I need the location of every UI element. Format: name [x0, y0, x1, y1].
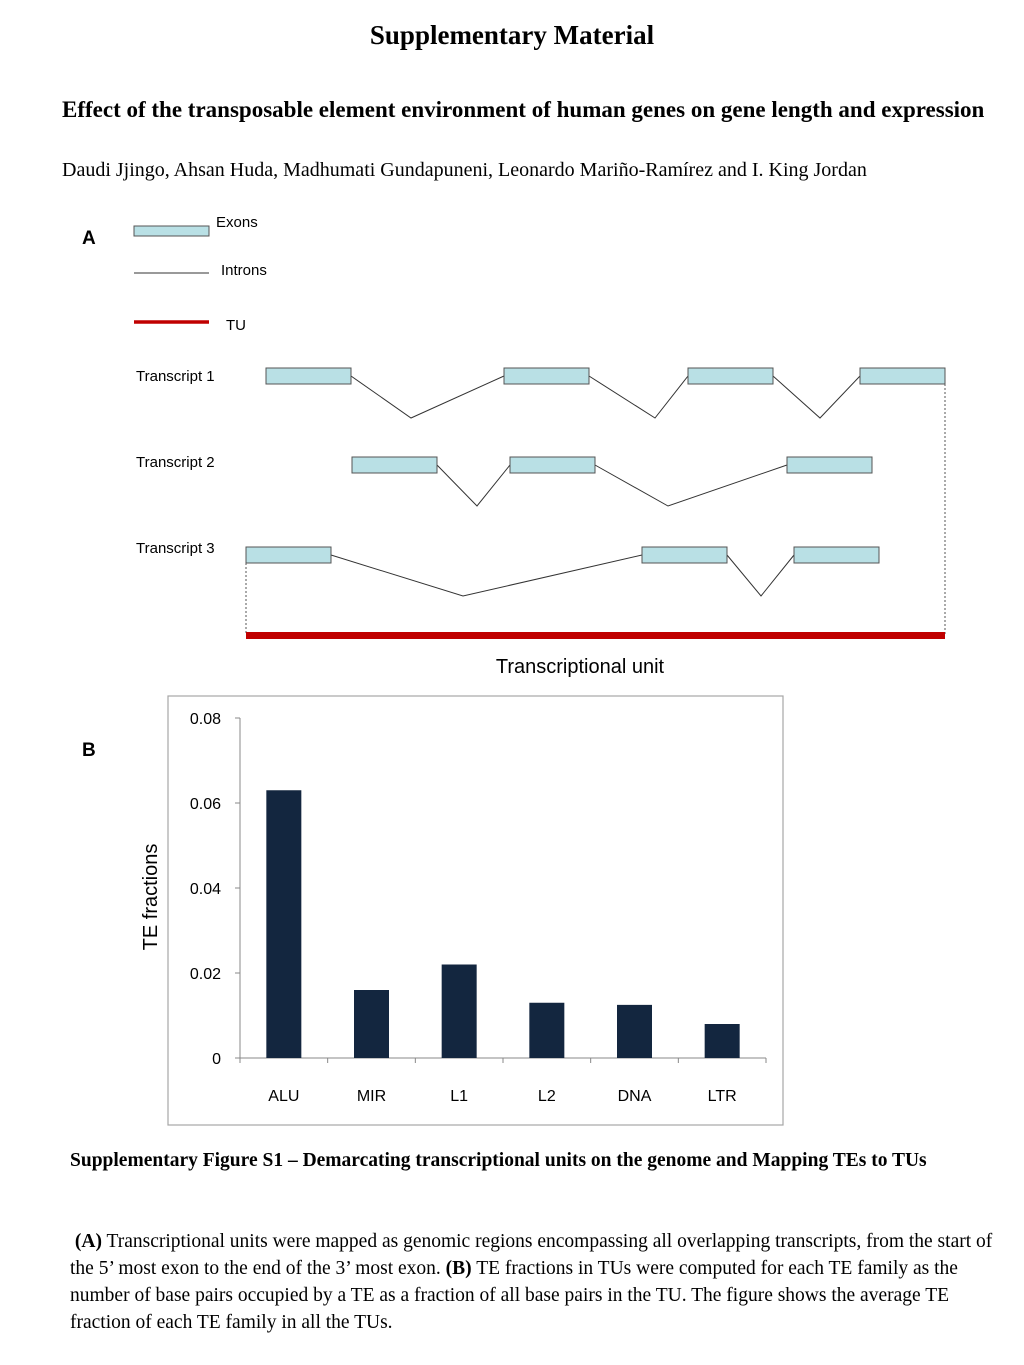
transcript-1-label: Transcript 1	[136, 368, 215, 385]
transcript-2-label: Transcript 2	[136, 454, 215, 471]
panel-b-label: B	[82, 740, 96, 761]
bar-l1	[442, 965, 477, 1059]
tu-axis-label: Transcriptional unit	[495, 656, 665, 678]
author-list: Daudi Jjingo, Ahsan Huda, Madhumati Gundapuneni, Leonardo Mariño-Ramírez and I. King Jordan	[62, 159, 867, 181]
chart-frame	[168, 696, 783, 1125]
x-tick-label: LTR	[707, 1088, 737, 1105]
y-tick-label: 0.08	[189, 711, 221, 728]
legend-tu-label: TU	[226, 317, 246, 334]
x-tick-label: MIR	[356, 1088, 387, 1105]
figure-caption-body	[70, 1228, 1010, 1336]
y-tick-label: 0.02	[189, 966, 221, 983]
caption-b-text: TE fractions in TUs were computed for each TE family as the number of base pairs occupied by a TE as a fraction of all base pairs in the TU. The figure shows the average TE fraction of each TE family in all the TUs.	[70, 1258, 958, 1333]
legend-introns-label: Introns	[221, 262, 267, 279]
bar-ltr	[705, 1024, 740, 1058]
caption-a-text: Transcriptional units were mapped as genomic regions encompassing all overlapping transcripts, from the start of the 5’ most exon to the end of the 3’ most exon.	[70, 1231, 993, 1279]
y-tick-label: 0.04	[189, 881, 221, 898]
x-tick-label: L2	[537, 1088, 556, 1105]
panel-a-label: A	[82, 228, 96, 249]
bar-dna	[617, 1005, 652, 1058]
y-tick-label: 0	[212, 1051, 221, 1068]
y-tick-label: 0.06	[189, 796, 221, 813]
paper-title: Effect of the transposable element environment of human genes on gene length and expression	[62, 97, 985, 122]
legend-exons-label: Exons	[216, 214, 258, 231]
bar-l2	[529, 1003, 564, 1058]
page-title: Supplementary Material	[369, 20, 655, 50]
transcript-3-label: Transcript 3	[136, 540, 215, 557]
x-tick-label: DNA	[617, 1088, 652, 1105]
bar-alu	[266, 790, 301, 1058]
caption-a-label: (A)	[74, 1231, 102, 1252]
figure-caption-title: Supplementary Figure S1 – Demarcating transcriptional units on the genome and Mapping TEs to TUs	[70, 1150, 927, 1171]
y-axis-title: TE fractions	[140, 843, 162, 951]
x-tick-label: L1	[450, 1088, 469, 1105]
caption-b-label: (B)	[445, 1258, 472, 1279]
x-tick-label: ALU	[268, 1088, 300, 1105]
bar-mir	[354, 990, 389, 1058]
